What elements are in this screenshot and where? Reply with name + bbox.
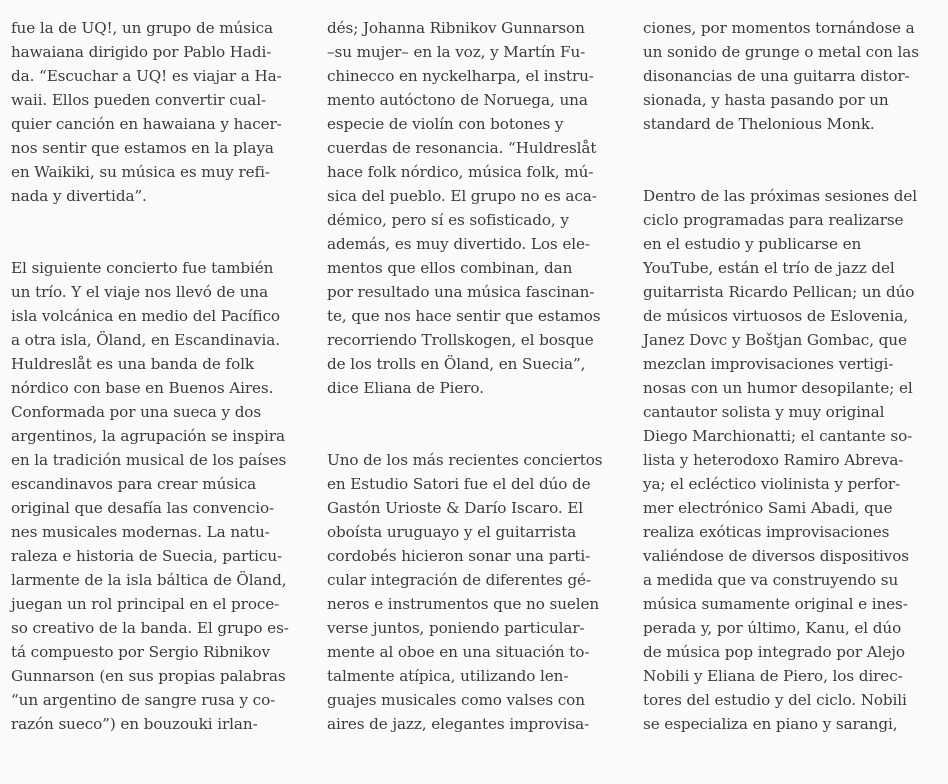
text-line: quier canción en hawaiana y hacer- (11, 115, 282, 133)
text-line: a medida que va construyendo su (643, 571, 899, 589)
text-line: nórdico con base en Buenos Aires. (11, 379, 274, 397)
text-line: mer electrónico Sami Abadi, que (643, 499, 893, 517)
text-line: lista y heterodoxo Ramiro Abreva- (643, 451, 904, 469)
text-line: mente al oboe en una situación to- (327, 643, 590, 661)
text-line: un trío. Y el viaje nos llevó de una (11, 283, 269, 301)
text-line: argentinos, la agrupación se inspira (11, 427, 285, 445)
text-line: –su mujer– en la voz, y Martín Fu- (327, 43, 586, 61)
text-line: cuerdas de resonancia. “Huldreslåt (327, 139, 597, 157)
text-line: por resultado una música fascinan- (327, 283, 595, 301)
text-line: realiza exóticas improvisaciones (643, 523, 890, 541)
text-line: nes musicales modernas. La natu- (11, 523, 270, 541)
text-line: larmente de la isla báltica de Öland, (11, 571, 287, 589)
text-line: en la tradición musical de los países (11, 451, 287, 469)
text-line: perada y, por último, Kanu, el dúo (643, 619, 902, 637)
paragraph (643, 184, 943, 736)
text-line: aires de jazz, elegantes improvisa- (327, 715, 590, 733)
text-line: da. “Escuchar a UQ! es viajar a Ha- (11, 67, 282, 85)
text-line: talmente atípica, utilizando len- (327, 667, 569, 685)
text-line: escandinavos para crear música (11, 475, 257, 493)
paragraph (327, 448, 627, 736)
text-line: juegan un rol principal en el proce- (11, 595, 280, 613)
text-line: El siguiente concierto fue también (11, 259, 274, 277)
text-line: un sonido de grunge o metal con las (643, 43, 919, 61)
text-line: guajes musicales como valses con (327, 691, 585, 709)
text-line: dés; Johanna Ribnikov Gunnarson (327, 19, 585, 37)
paragraph (643, 16, 943, 136)
text-line: nosas con un humor desopilante; el (643, 379, 913, 397)
text-line: de músicos virtuosos de Eslovenia, (643, 307, 909, 325)
text-line: en Estudio Satori fue el del dúo de (327, 475, 591, 493)
text-line: hawaiana dirigido por Pablo Hadi- (11, 43, 272, 61)
text-line: en Waikiki, su música es muy refi- (11, 163, 270, 181)
text-line: se especializa en piano y sarangi, (643, 715, 898, 733)
paragraph (11, 16, 311, 208)
text-line: chinecco en nyckelharpa, el instru- (327, 67, 594, 85)
text-line: guitarrista Ricardo Pellican; un dúo (643, 283, 915, 301)
paragraph (11, 256, 311, 736)
text-line: mentos que ellos combinan, dan (327, 259, 573, 277)
text-line: tores del estudio y del ciclo. Nobili (643, 691, 907, 709)
text-column-3 (643, 16, 943, 784)
text-line: Gastón Urioste & Darío Iscaro. El (327, 499, 584, 517)
text-line: disonancias de una guitarra distor- (643, 67, 910, 85)
text-line: razón sueco”) en bouzouki irlan- (11, 715, 258, 733)
text-line: dice Eliana de Piero. (327, 379, 484, 397)
text-line: mento autóctono de Noruega, una (327, 91, 588, 109)
text-line: Nobili y Eliana de Piero, los direc- (643, 667, 903, 685)
text-line: hace folk nórdico, música folk, mú- (327, 163, 594, 181)
text-line: valiéndose de diversos dispositivos (643, 547, 909, 565)
text-line: oboísta uruguayo y el guitarrista (327, 523, 577, 541)
text-line: Janez Dovc y Boštjan Gombac, que (643, 331, 907, 349)
text-line: isla volcánica en medio del Pacífico (11, 307, 280, 325)
text-line: raleza e historia de Suecia, particu- (11, 547, 283, 565)
text-column-1 (11, 16, 311, 784)
paragraph (327, 16, 627, 400)
text-line: original que desafía las convencio- (11, 499, 275, 517)
text-line: Huldreslåt es una banda de folk (11, 355, 254, 373)
text-line: Uno de los más recientes conciertos (327, 451, 603, 469)
text-line: standard de Thelonious Monk. (643, 115, 875, 133)
text-line: cantautor solista y muy original (643, 403, 885, 421)
text-line: de música pop integrado por Alejo (643, 643, 905, 661)
text-line: música sumamente original e ines- (643, 595, 908, 613)
text-line: además, es muy divertido. Los ele- (327, 235, 590, 253)
text-line: “un argentino de sangre rusa y co- (11, 691, 276, 709)
text-line: Dentro de las próximas sesiones del (643, 187, 918, 205)
text-line: fue la de UQ!, un grupo de música (11, 19, 273, 37)
text-line: mezclan improvisaciones vertigi- (643, 355, 894, 373)
text-line: sionada, y hasta pasando por un (643, 91, 889, 109)
text-line: ya; el ecléctico violinista y perfor- (643, 475, 901, 493)
text-line: recorriendo Trollskogen, el bosque (327, 331, 594, 349)
text-line: verse juntos, poniendo particular- (327, 619, 585, 637)
text-line: ciclo programadas para realizarse (643, 211, 904, 229)
text-line: nos sentir que estamos en la playa (11, 139, 274, 157)
text-line: démico, pero sí es sofisticado, y (327, 211, 569, 229)
text-line: a otra isla, Öland, en Escandinavia. (11, 331, 280, 349)
text-line: te, que nos hace sentir que estamos (327, 307, 601, 325)
text-column-2 (327, 16, 627, 784)
text-line: cular integración de diferentes gé- (327, 571, 591, 589)
text-line: waii. Ellos pueden convertir cual- (11, 91, 267, 109)
text-line: ciones, por momentos tornándose a (643, 19, 915, 37)
text-line: Conformada por una sueca y dos (11, 403, 262, 421)
text-line: sica del pueblo. El grupo no es aca- (327, 187, 597, 205)
text-line: tá compuesto por Sergio Ribnikov (11, 643, 270, 661)
text-line: de los trolls en Öland, en Suecia”, (327, 355, 586, 373)
text-line: so creativo de la banda. El grupo es- (11, 619, 289, 637)
text-line: Diego Marchionatti; el cantante so- (643, 427, 913, 445)
text-line: cordobés hicieron sonar una parti- (327, 547, 591, 565)
text-line: Gunnarson (en sus propias palabras (11, 667, 286, 685)
text-line: especie de violín con botones y (327, 115, 564, 133)
text-line: en el estudio y publicarse en (643, 235, 862, 253)
text-line: YouTube, están el trío de jazz del (643, 259, 895, 277)
text-line: nada y divertida”. (11, 187, 147, 205)
text-line: neros e instrumentos que no suelen (327, 595, 600, 613)
